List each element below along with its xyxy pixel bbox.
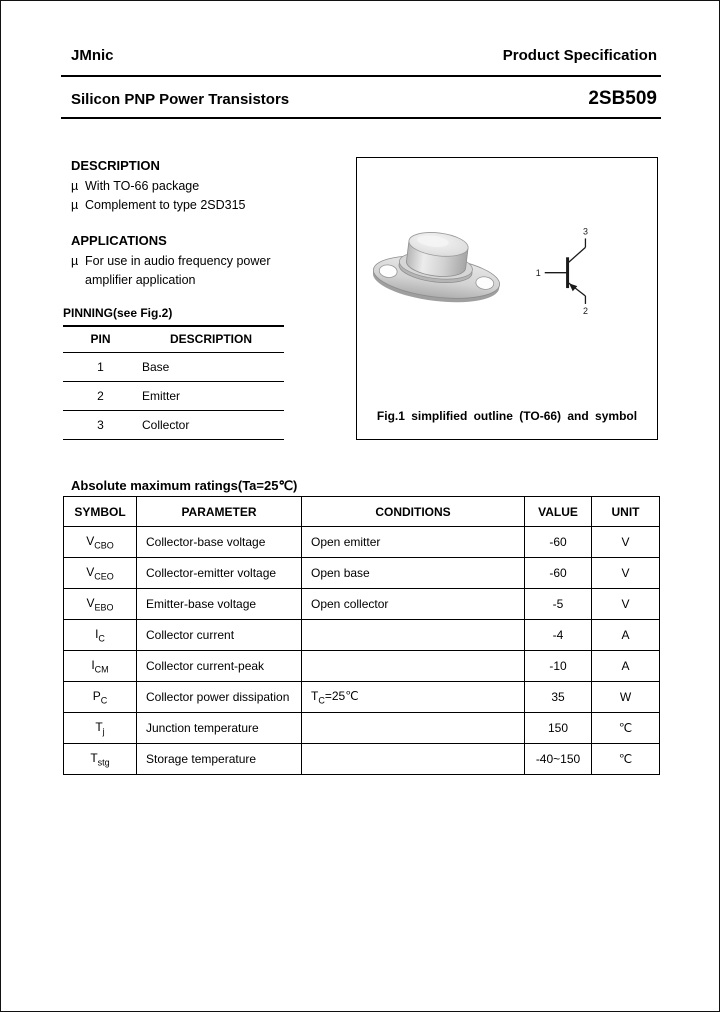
bullet-glyph: µ	[71, 198, 79, 212]
bullet-text: Complement to type 2SD315	[85, 198, 246, 212]
emitter-arrow	[569, 283, 577, 291]
header-rule	[61, 75, 661, 77]
symbol-cell: $I_{CM}$	[64, 651, 137, 682]
symbol-cell: $V_{EBO}$	[64, 589, 137, 620]
bullet-line	[71, 196, 321, 215]
conditions-cell: Open emitter	[302, 527, 525, 558]
parameter-cell: Emitter-base voltage	[137, 589, 302, 620]
figure-caption: Fig.1 simplified outline (TO-66) and symbol	[376, 409, 638, 423]
value-cell: -60	[525, 527, 592, 558]
bullet-line	[71, 252, 321, 271]
bullet-text: For use in audio frequency power	[85, 254, 271, 268]
symbol-cell: $T_j$	[64, 713, 137, 744]
ratings-col-conditions: CONDITIONS	[302, 497, 525, 527]
ratings-col-parameter: PARAMETER	[137, 497, 302, 527]
ratings-table-body	[64, 527, 660, 775]
pinning-col-pin: PIN	[63, 326, 138, 352]
value-cell: -40~150	[525, 744, 592, 775]
ratings-row	[64, 651, 660, 682]
value-cell: -5	[525, 589, 592, 620]
ratings-col-symbol: SYMBOL	[64, 497, 137, 527]
parameter-cell: Collector-emitter voltage	[137, 558, 302, 589]
figure-graphic	[357, 158, 657, 439]
pin-label-base: 1	[535, 268, 541, 279]
ratings-row	[64, 682, 660, 713]
pinning-table-body	[63, 352, 284, 439]
unit-cell: ℃	[592, 713, 660, 744]
bullet-text: With TO-66 package	[85, 179, 200, 193]
conditions-cell: Open base	[302, 558, 525, 589]
conditions-cell: $T_C=25℃$	[302, 682, 525, 713]
bullet-line	[71, 177, 321, 196]
applications-items	[71, 252, 321, 290]
ratings-table	[63, 496, 660, 775]
conditions-cell	[302, 651, 525, 682]
value-cell: 150	[525, 713, 592, 744]
pinning-table	[63, 325, 284, 440]
unit-cell: A	[592, 620, 660, 651]
title-rule	[61, 117, 661, 119]
ratings-row	[64, 558, 660, 589]
unit-cell: W	[592, 682, 660, 713]
pinning-heading: PINNING(see Fig.2)	[63, 306, 173, 320]
unit-cell: V	[592, 589, 660, 620]
parameter-cell: Collector current-peak	[137, 651, 302, 682]
pin-number-cell: 2	[63, 381, 138, 410]
pinning-row	[63, 352, 284, 381]
parameter-cell: Junction temperature	[137, 713, 302, 744]
conditions-cell: Open collector	[302, 589, 525, 620]
pin-number-cell: 3	[63, 410, 138, 439]
ratings-row	[64, 713, 660, 744]
description-items	[71, 177, 321, 215]
ratings-row	[64, 744, 660, 775]
unit-cell: V	[592, 558, 660, 589]
ratings-heading: Absolute maximum ratings(Ta=25℃)	[71, 478, 298, 493]
company-name: JMnic	[71, 47, 114, 64]
pnp-transistor-symbol	[545, 238, 586, 304]
pinning-header-row	[63, 326, 284, 352]
pin-number-cell: 1	[63, 352, 138, 381]
value-cell: -4	[525, 620, 592, 651]
pinning-col-description: DESCRIPTION	[138, 326, 284, 352]
value-cell: -60	[525, 558, 592, 589]
pin-description-cell: Base	[138, 352, 284, 381]
ratings-row	[64, 589, 660, 620]
product-family-title: Silicon PNP Power Transistors	[71, 91, 290, 108]
parameter-cell: Collector-base voltage	[137, 527, 302, 558]
pin-description-cell: Collector	[138, 410, 284, 439]
conditions-cell	[302, 620, 525, 651]
value-cell: -10	[525, 651, 592, 682]
unit-cell: A	[592, 651, 660, 682]
pin-label-collector: 3	[582, 226, 588, 237]
symbol-cell: $I_C$	[64, 620, 137, 651]
applications-heading: APPLICATIONS	[71, 233, 167, 248]
figure-1-box	[356, 157, 658, 440]
conditions-cell	[302, 744, 525, 775]
to66-package-drawing	[371, 226, 505, 309]
pinning-row	[63, 410, 284, 439]
bullet-glyph: µ	[71, 254, 79, 268]
unit-cell: ℃	[592, 744, 660, 775]
ratings-col-value: VALUE	[525, 497, 592, 527]
symbol-cell: $V_{CBO}$	[64, 527, 137, 558]
symbol-cell: $T_{stg}$	[64, 744, 137, 775]
ratings-row	[64, 527, 660, 558]
unit-cell: V	[592, 527, 660, 558]
ratings-header-row	[64, 497, 660, 527]
ratings-row	[64, 620, 660, 651]
pinning-row	[63, 381, 284, 410]
conditions-cell	[302, 713, 525, 744]
doc-type-label: Product Specification	[502, 47, 657, 64]
bullet-text: amplifier application	[85, 273, 196, 287]
parameter-cell: Collector power dissipation	[137, 682, 302, 713]
parameter-cell: Storage temperature	[137, 744, 302, 775]
ratings-col-unit: UNIT	[592, 497, 660, 527]
pin-label-emitter: 2	[582, 305, 588, 316]
pin-description-cell: Emitter	[138, 381, 284, 410]
value-cell: 35	[525, 682, 592, 713]
bullet-glyph: µ	[71, 179, 79, 193]
symbol-cell: $P_C$	[64, 682, 137, 713]
bullet-line	[71, 271, 321, 290]
symbol-cell: $V_{CEO}$	[64, 558, 137, 589]
description-heading: DESCRIPTION	[71, 158, 160, 173]
parameter-cell: Collector current	[137, 620, 302, 651]
part-number: 2SB509	[588, 88, 657, 109]
